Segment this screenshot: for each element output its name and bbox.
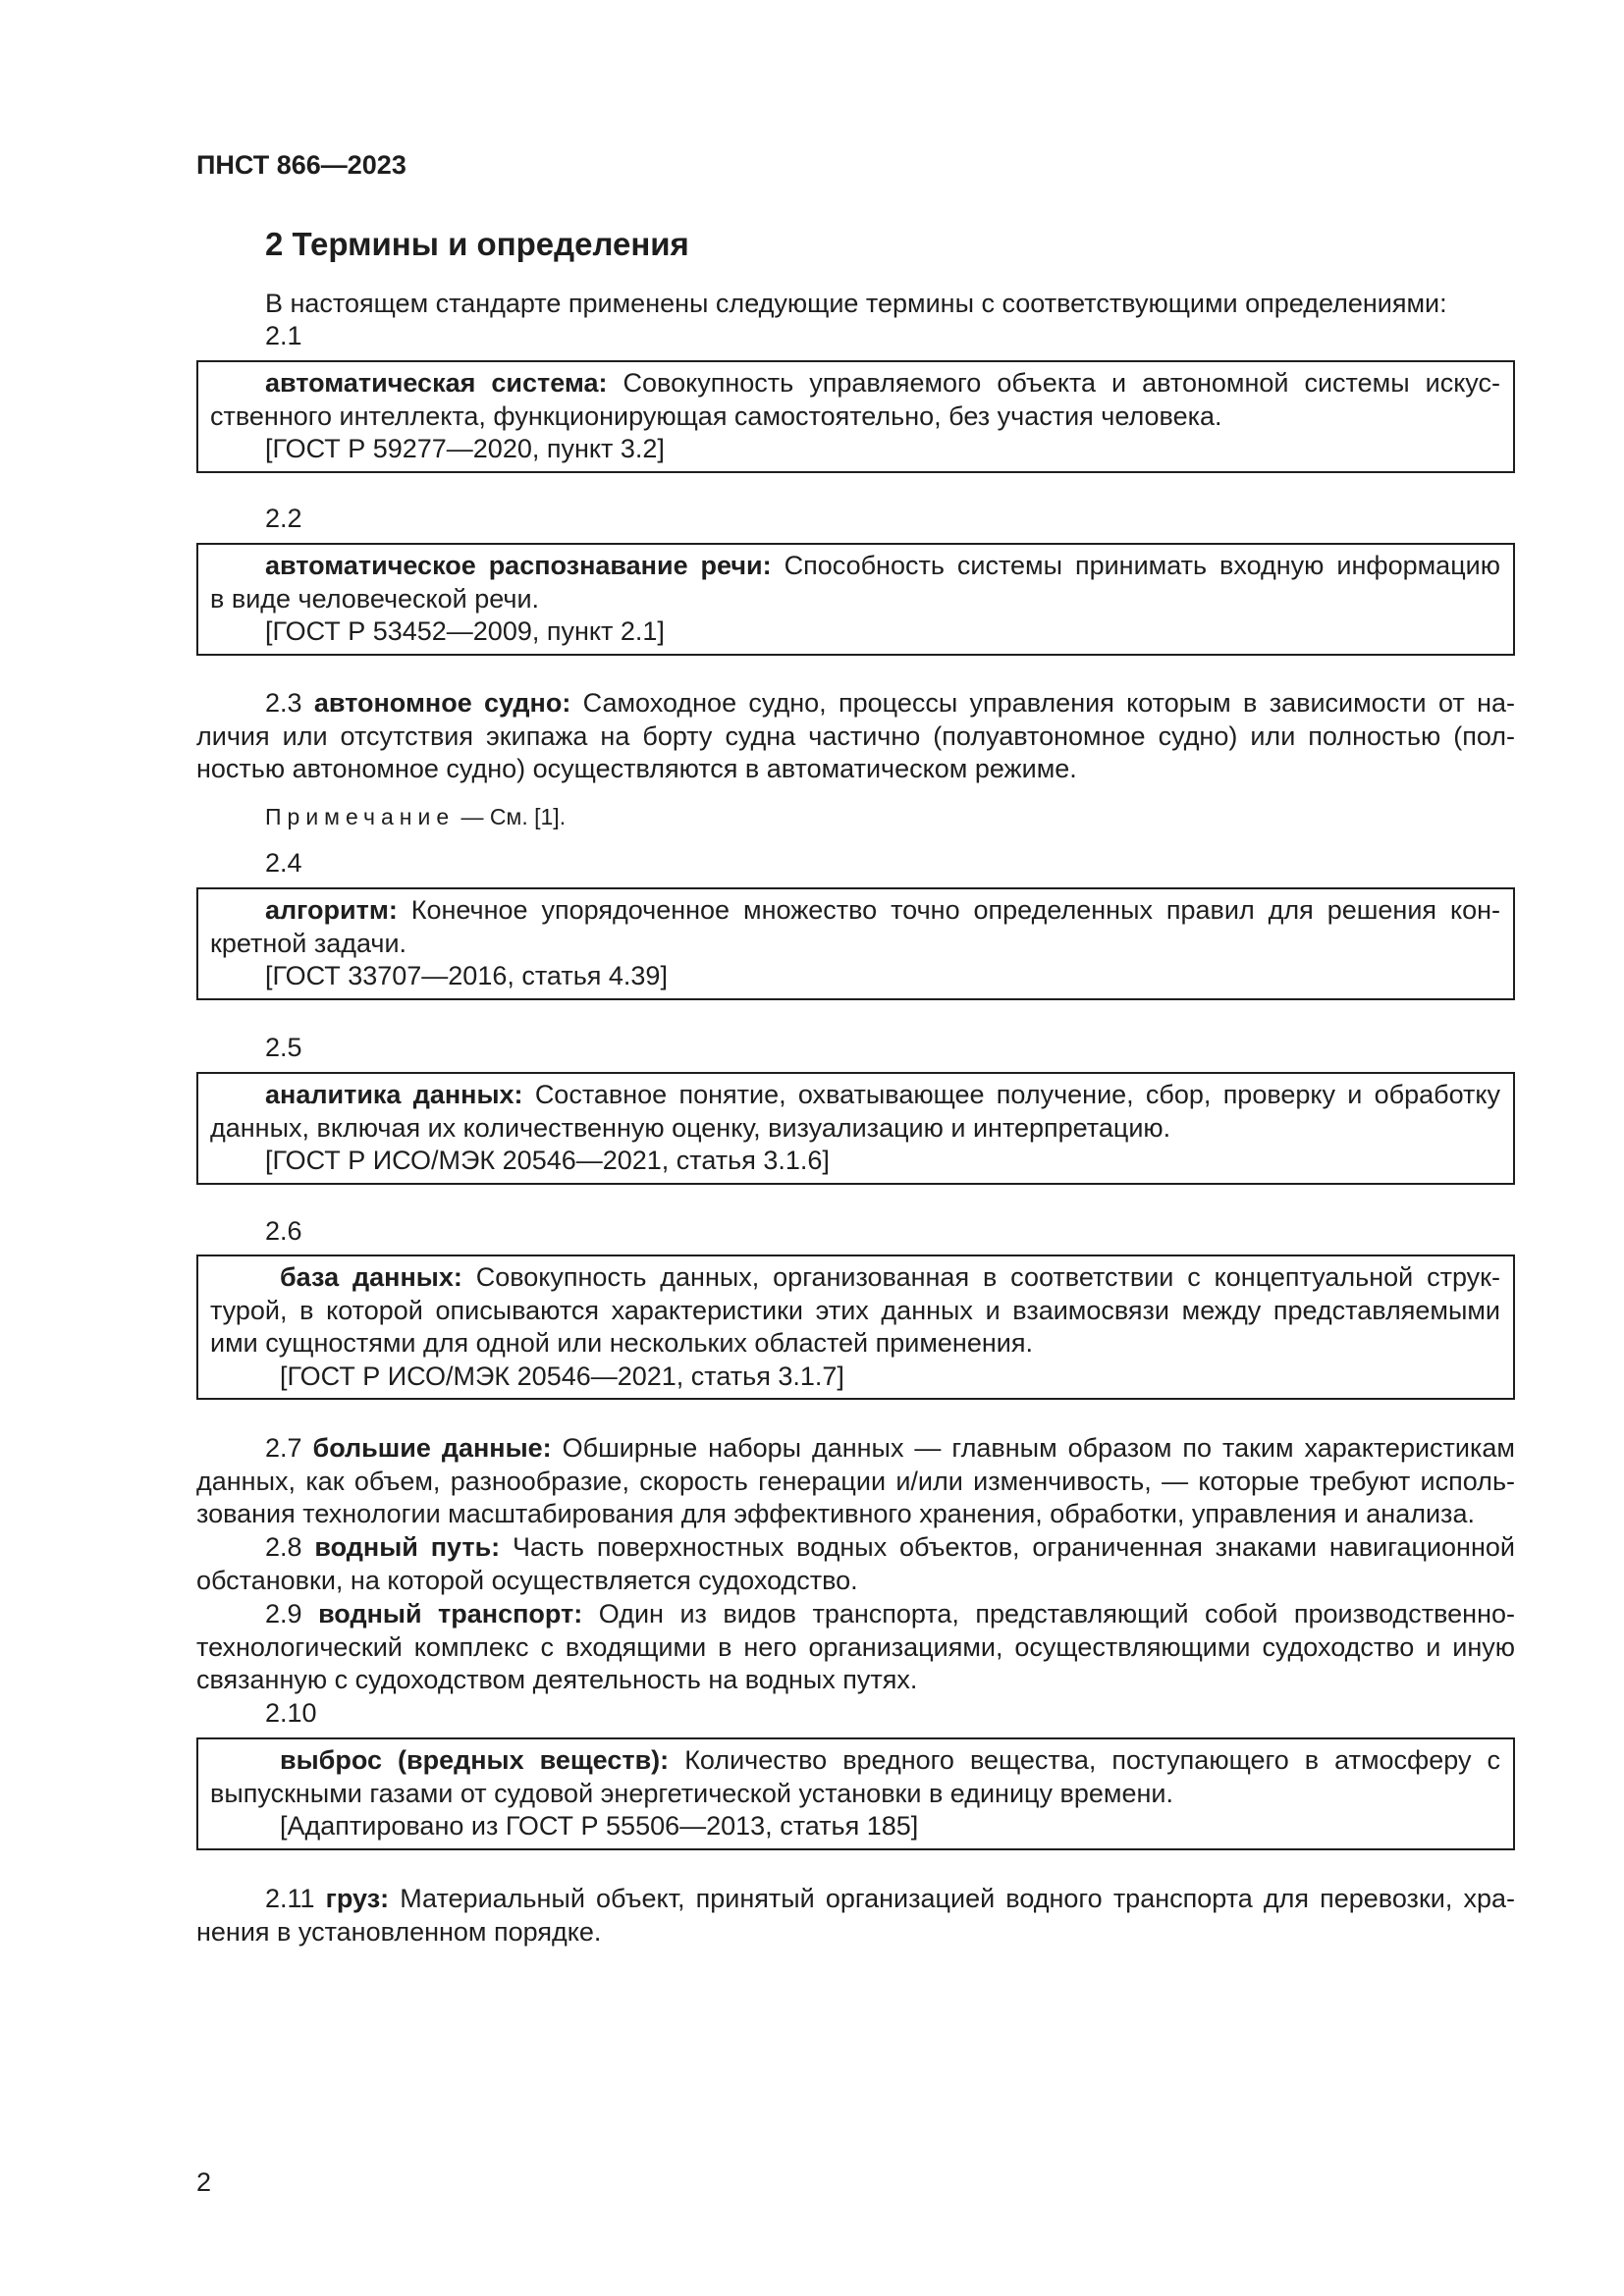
document-header-id: ПНСТ 866—2023 — [196, 150, 406, 180]
term-paragraph — [196, 1531, 1515, 1597]
term-definition: Совокупность управляемого объекта и автономной системы искус- — [623, 368, 1500, 398]
term-definition-line: технологический комплекс с входящими в него организациями, осуществляющими судоходство и иную — [196, 1631, 1515, 1662]
term-definition: Часть поверхностных водных объектов, ограниченная знаками навигационной — [513, 1532, 1515, 1562]
term-first-line — [196, 687, 1515, 721]
term-source: [ГОСТ Р ИСО/МЭК 20546—2021, статья 3.1.6] — [265, 1146, 830, 1176]
term-name: груз: — [325, 1884, 390, 1913]
term-definition: Материальный объект, принятый организацией водного транспорта для перевозки, хра- — [400, 1884, 1515, 1913]
term-name: аналитика данных: — [265, 1080, 523, 1109]
term-source: [ГОСТ 33707—2016, статья 4.39] — [265, 961, 668, 991]
term-paragraph — [196, 1883, 1515, 1949]
term-note — [196, 800, 1515, 833]
term-box — [196, 360, 1515, 473]
page-number: 2 — [196, 2167, 212, 2197]
term-definition: Один из видов транспорта, представляющий собой производственно- — [598, 1599, 1515, 1629]
term-name: водный транспорт: — [318, 1599, 583, 1629]
term-definition-line: зования технологии масштабирования для эффективного хранения, обработки, управления и анализа. — [196, 1499, 1475, 1529]
term-definition: Совокупность данных, организованная в соответствии с концептуальной струк- — [475, 1262, 1500, 1292]
term-source: [ГОСТ Р 53452—2009, пункт 2.1] — [265, 616, 665, 647]
term-paragraph — [196, 687, 1515, 786]
term-name: автономное судно: — [313, 688, 571, 718]
term-definition-line: нения в установленном порядке. — [196, 1916, 602, 1947]
term-name: водный путь: — [314, 1532, 501, 1562]
term-first-line — [210, 1744, 1500, 1778]
term-number: 2.8 — [265, 1532, 302, 1562]
term-definition: Обширные наборы данных — главным образом по таким характеристикам — [562, 1433, 1515, 1463]
term-first-line — [196, 1531, 1515, 1565]
term-definition-line: турой, в которой описываются характеристики этих данных и взаимосвязи между представляемыми — [210, 1295, 1500, 1325]
term-definition-line: кретной задачи. — [210, 928, 407, 958]
term-definition-line: данных, как объем, разнообразие, скорость генерации и/или изменчивость, — которые требуют исполь- — [196, 1466, 1515, 1496]
term-first-line — [196, 1432, 1515, 1466]
term-definition-line: ностью автономное судно) осуществляются в автоматическом режиме. — [196, 754, 1077, 784]
note-label: Примечание — [265, 804, 456, 829]
term-name: большие данные: — [312, 1433, 552, 1463]
term-definition: Количество вредного вещества, поступающего в атмосферу с — [684, 1745, 1500, 1775]
term-first-line — [196, 1883, 1515, 1916]
term-name: база данных: — [280, 1262, 462, 1292]
term-box — [196, 1255, 1515, 1400]
term-definition-line: данных, включая их количественную оценку, визуализацию и интерпретацию. — [210, 1112, 1171, 1143]
term-name: автоматическая система: — [265, 368, 608, 398]
term-box — [196, 1072, 1515, 1185]
term-definition-line: связанную с судоходством деятельность на водных путях. — [196, 1665, 918, 1695]
term-first-line — [210, 367, 1500, 400]
term-definition: Способность системы принимать входную информацию — [784, 551, 1500, 580]
term-first-line — [196, 1598, 1515, 1631]
term-definition-line: в виде человеческой речи. — [210, 583, 540, 614]
term-number: 2.3 — [265, 688, 302, 718]
section-title: 2 Термины и определения — [265, 226, 689, 262]
term-definition-line: ственного интеллекта, функционирующая самостоятельно, без участия человека. — [210, 400, 1222, 431]
term-number-label: 2.10 — [265, 1698, 317, 1728]
term-number: 2.11 — [265, 1884, 315, 1913]
term-first-line — [210, 1261, 1500, 1295]
term-definition-line: выпускными газами от судовой энергетической установки в единицу времени. — [210, 1778, 1173, 1808]
term-number: 2.9 — [265, 1599, 302, 1629]
term-paragraph — [196, 1598, 1515, 1697]
term-definition: Составное понятие, охватывающее получение, сбор, проверку и обработку — [534, 1080, 1501, 1109]
term-source: [ГОСТ Р 59277—2020, пункт 3.2] — [265, 434, 665, 464]
term-name: автоматическое распознавание речи: — [265, 551, 772, 580]
term-first-line — [210, 550, 1500, 583]
term-definition: Конечное упорядоченное множество точно определенных правил для решения кон- — [410, 895, 1500, 925]
term-definition: Самоходное судно, процессы управления которым в зависимости от на- — [582, 688, 1515, 718]
term-definition-line: личия или отсутствия экипажа на борту судна частично (полуавтономное судно) или полностью (пол- — [196, 721, 1515, 751]
term-box — [196, 543, 1515, 656]
term-box — [196, 887, 1515, 1000]
term-name: выброс (вредных веществ): — [280, 1745, 670, 1775]
term-number-label: 2.4 — [265, 848, 302, 878]
term-number: 2.7 — [265, 1433, 302, 1463]
term-number-label: 2.6 — [265, 1216, 302, 1246]
term-first-line — [210, 1079, 1500, 1112]
section-intro: В настоящем стандарте применены следующие термины с соответствующими определениями: — [265, 289, 1447, 318]
term-paragraph — [196, 1432, 1515, 1531]
term-name: алгоритм: — [265, 895, 398, 925]
term-source: [Адаптировано из ГОСТ Р 55506—2013, статья 185] — [280, 1811, 919, 1842]
term-source: [ГОСТ Р ИСО/МЭК 20546—2021, статья 3.1.7] — [280, 1361, 844, 1391]
term-number-label: 2.1 — [265, 321, 302, 350]
term-box — [196, 1737, 1515, 1850]
term-number-label: 2.5 — [265, 1033, 302, 1062]
term-number-label: 2.2 — [265, 504, 302, 533]
term-definition-line: ими сущностями для одной или нескольких областей применения. — [210, 1328, 1033, 1359]
term-first-line — [210, 894, 1500, 928]
note-text: — См. [1]. — [460, 804, 567, 829]
term-definition-line: обстановки, на которой осуществляется судоходство. — [196, 1565, 858, 1595]
